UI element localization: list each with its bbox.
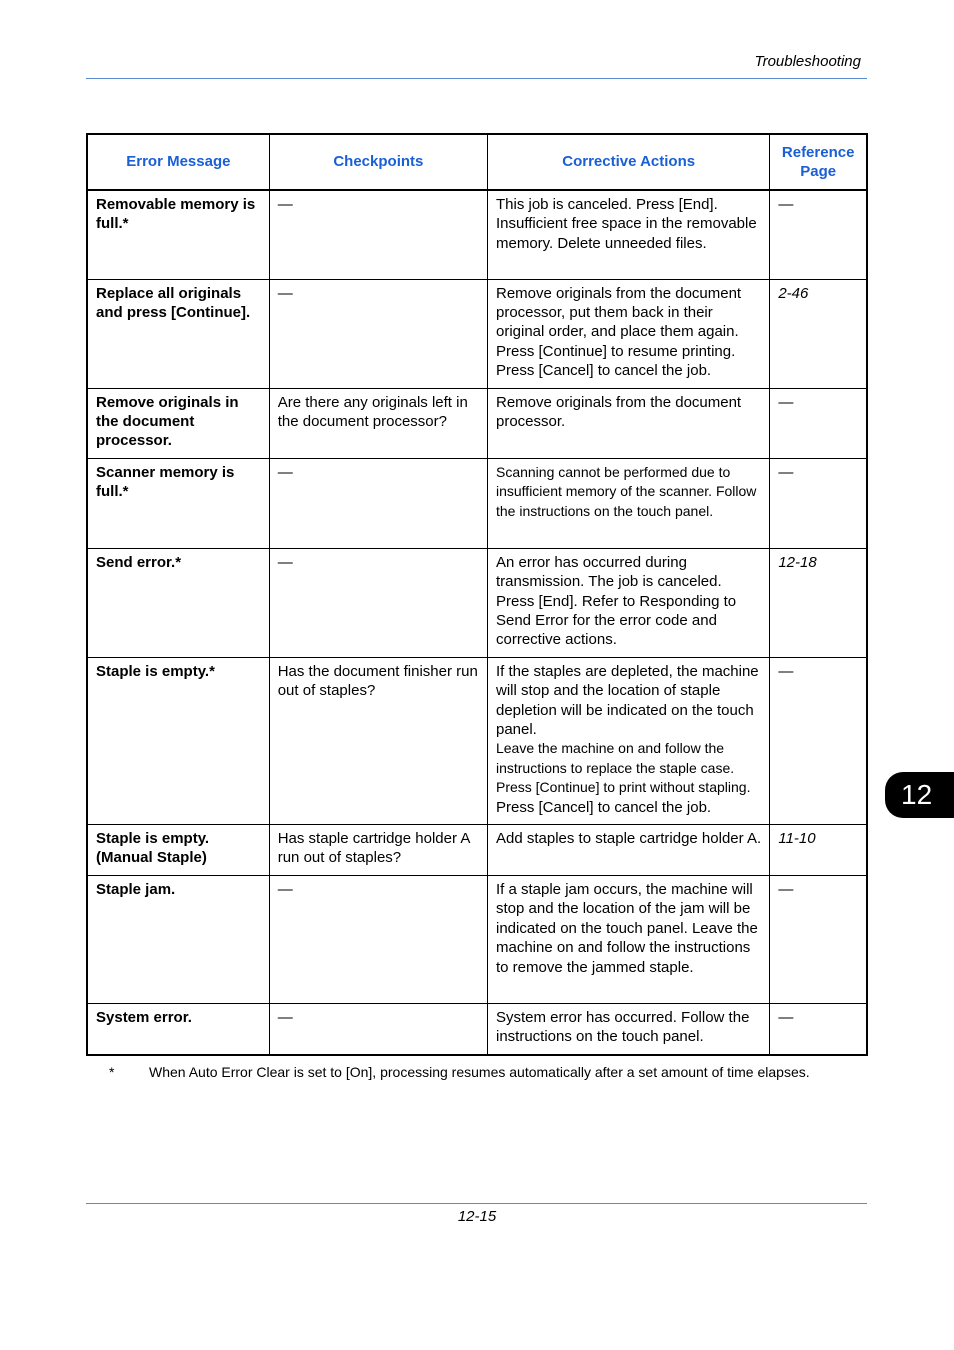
corrective-action-cell: Remove originals from the document processor, put them back in their original order, and place them again. Press [Continue] to resume printing. Press [Cancel] to cancel the job. xyxy=(487,279,769,388)
corrective-action-cell: Remove originals from the document processor. xyxy=(487,388,769,458)
error-message-cell: Staple is empty. (Manual Staple) xyxy=(87,825,269,876)
reference-page-cell: — xyxy=(770,458,867,548)
error-message-table xyxy=(86,133,868,1056)
reference-page-cell: 11-10 xyxy=(770,825,867,876)
table-row xyxy=(87,657,867,824)
error-message-cell: Remove originals in the document processor. xyxy=(87,388,269,458)
table-row xyxy=(87,458,867,548)
corrective-action-cell: This job is canceled. Press [End]. Insufficient free space in the removable memory. Delete unneeded files. xyxy=(487,190,769,279)
reference-page-cell: 12-18 xyxy=(770,548,867,657)
error-message-cell: Replace all originals and press [Continue]. xyxy=(87,279,269,388)
reference-page-cell: — xyxy=(770,388,867,458)
corrective-action-cell xyxy=(487,657,769,824)
reference-page-cell: — xyxy=(770,1004,867,1055)
table-row xyxy=(87,1004,867,1055)
table-header-row xyxy=(87,134,867,190)
column-header-corrective-actions: Corrective Actions xyxy=(487,134,769,190)
checkpoint-cell: Are there any originals left in the document processor? xyxy=(269,388,487,458)
table-row xyxy=(87,825,867,876)
corrective-action-text: Press [Continue] to print without stapling. xyxy=(495,779,751,796)
header-divider xyxy=(86,78,867,79)
checkpoint-cell: Has the document finisher run out of staples? xyxy=(269,657,487,824)
checkpoint-cell: — xyxy=(269,458,487,548)
footer-divider xyxy=(86,1203,867,1204)
error-message-cell: Send error.* xyxy=(87,548,269,657)
page-number: 12-15 xyxy=(457,1208,497,1225)
column-header-error-message: Error Message xyxy=(87,134,269,190)
corrective-action-cell: An error has occurred during transmission. The job is canceled. Press [End]. Refer to Responding to Send Error for the error code and corrective actions. xyxy=(487,548,769,657)
error-message-cell: System error. xyxy=(87,1004,269,1055)
footnote xyxy=(109,1064,810,1080)
table-row xyxy=(87,190,867,279)
corrective-action-text: If the staples are depleted, the machine will stop and the location of staple depletion will be indicated on the touch panel. xyxy=(495,662,759,738)
corrective-action-text: Press [Cancel] to cancel the job. xyxy=(495,798,712,816)
reference-page-cell: 2-46 xyxy=(770,279,867,388)
error-message-cell: Staple jam. xyxy=(87,876,269,1004)
table-row xyxy=(87,876,867,1004)
error-message-cell: Removable memory is full.* xyxy=(87,190,269,279)
corrective-action-cell: Add staples to staple cartridge holder A. xyxy=(487,825,769,876)
table-row xyxy=(87,279,867,388)
checkpoint-cell: — xyxy=(269,876,487,1004)
corrective-action-cell: Scanning cannot be performed due to insufficient memory of the scanner. Follow the instructions on the touch panel. xyxy=(487,458,769,548)
checkpoint-cell: — xyxy=(269,1004,487,1055)
checkpoint-cell: — xyxy=(269,548,487,657)
footnote-text: When Auto Error Clear is set to [On], processing resumes automatically after a set amount of time elapses. xyxy=(149,1064,810,1080)
error-message-cell: Staple is empty.* xyxy=(87,657,269,824)
checkpoint-cell: — xyxy=(269,190,487,279)
checkpoint-cell: — xyxy=(269,279,487,388)
checkpoint-cell: Has staple cartridge holder A run out of staples? xyxy=(269,825,487,876)
corrective-action-cell: System error has occurred. Follow the instructions on the touch panel. xyxy=(487,1004,769,1055)
column-header-reference-page: Reference Page xyxy=(770,134,867,190)
section-title: Troubleshooting xyxy=(754,53,861,70)
table-row xyxy=(87,548,867,657)
table-row xyxy=(87,388,867,458)
reference-page-cell: — xyxy=(770,657,867,824)
reference-page-cell: — xyxy=(770,190,867,279)
chapter-tab xyxy=(885,772,954,818)
column-header-checkpoints: Checkpoints xyxy=(269,134,487,190)
reference-page-cell: — xyxy=(770,876,867,1004)
corrective-action-cell: If a staple jam occurs, the machine will stop and the location of the jam will be indicated on the touch panel. Leave the machine on and follow the instructions to remove the jammed staple. xyxy=(487,876,769,1004)
error-message-cell: Scanner memory is full.* xyxy=(87,458,269,548)
chapter-number: 12 xyxy=(901,779,933,810)
footnote-marker: * xyxy=(109,1064,115,1080)
corrective-action-text: Leave the machine on and follow the instructions to replace the staple case. xyxy=(495,740,735,776)
